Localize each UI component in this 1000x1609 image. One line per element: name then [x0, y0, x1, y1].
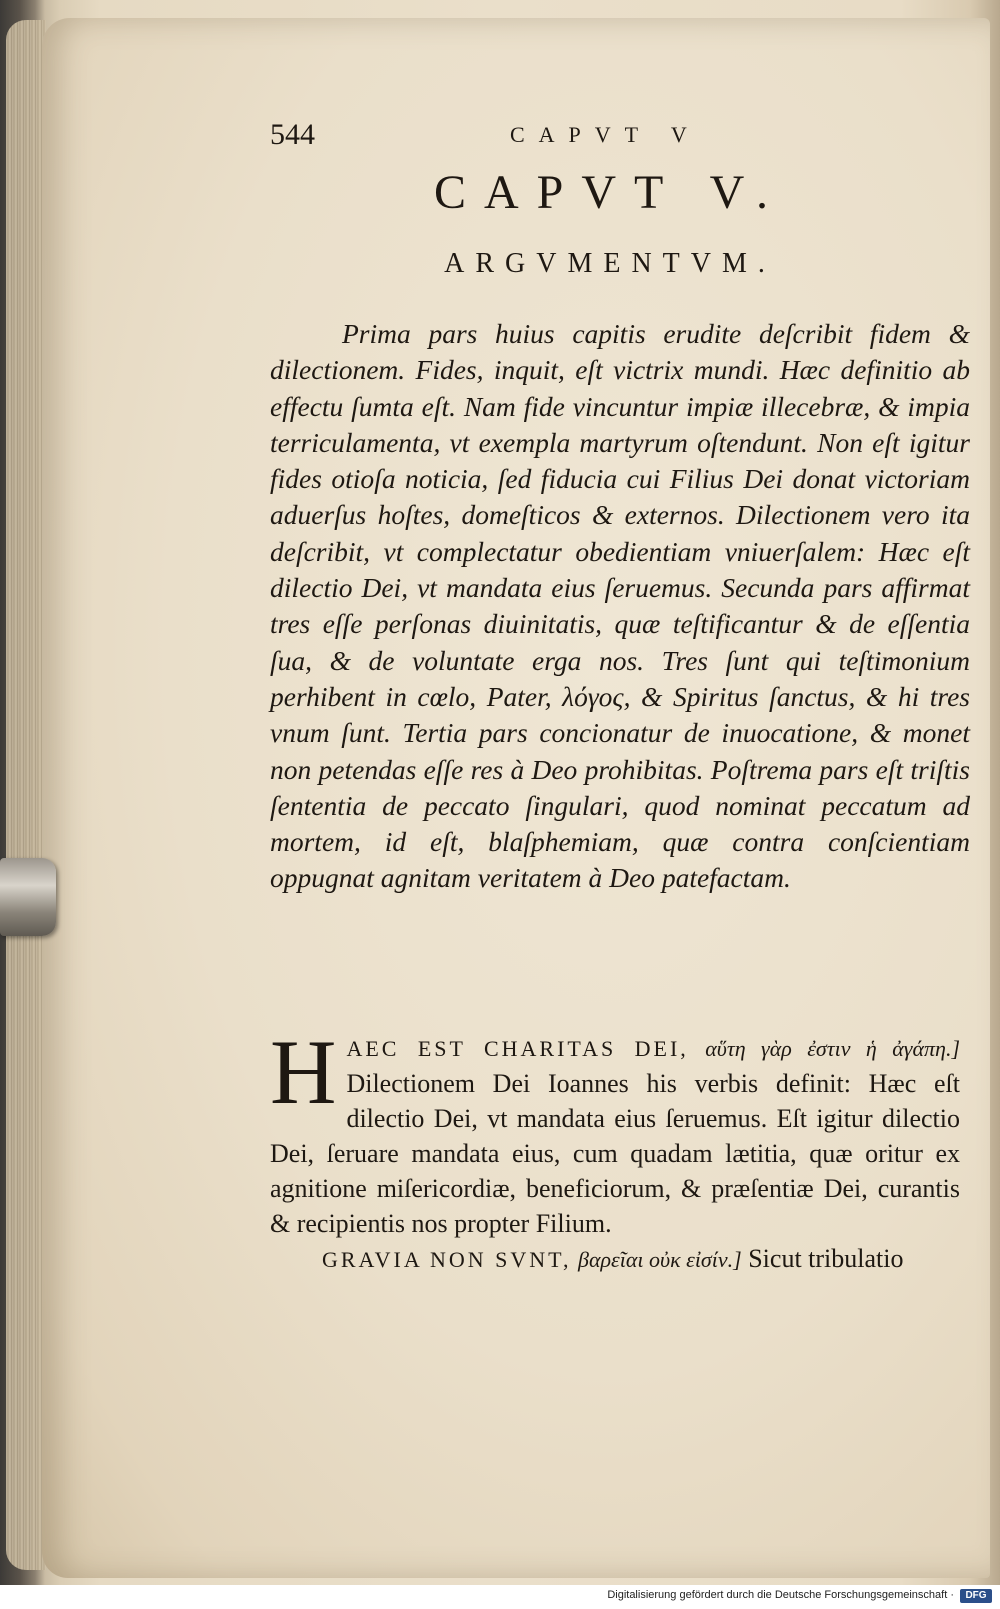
commentary-paragraph-2: [270, 1241, 960, 1277]
lemma-heading-1: AEC EST CHARITAS DEI,: [346, 1036, 689, 1061]
chapter-title: CAPVT V.: [433, 166, 787, 219]
commentary-paragraph-1: Dilectionem Dei Ioannes his verbis definit: Hæc eſt dilectio Dei, vt mandata eius ſeruemus. Eſt igitur dilectio Dei, ſeruare mandata eius, cum quadam lætitia, quæ oritur ex agnitione miſericordiæ, beneficiorum, & præſentiæ Dei, curantis & recipientis nos propter Filium.: [270, 1069, 960, 1238]
drop-cap: H: [270, 1021, 337, 1123]
lemma-heading-2: GRAVIA NON SVNT,: [322, 1247, 572, 1272]
footer-bar: [0, 1585, 1000, 1609]
commentary-section: [270, 1021, 961, 1277]
running-title: CAPVT V: [510, 122, 701, 147]
argument-heading: ARGVMENTVM.: [444, 248, 776, 279]
greek-lemma-1: αὕτη γὰρ ἐστιν ἡ ἀγάπη.]: [705, 1036, 961, 1061]
running-head: [270, 118, 950, 158]
page-number: 544: [270, 118, 315, 151]
funding-credit: Digitalisierung gefördert durch die Deutsche Forschungsgemeinschaft ·: [607, 1589, 954, 1601]
greek-lemma-2: βαρεῖαι οὐκ εἰσίν.]: [577, 1247, 742, 1272]
page-edges: [6, 20, 46, 1570]
argument-text: Prima pars huius capitis erudite deſcribit fidem & dilectionem. Fides, inquit, eſt victrix mundi. Hæc definitio ab effectu ſumta eſt. Nam fide vincuntur impiæ illecebræ, & impia terriculamenta, vt exempla martyrum oſtendunt. Non eſt igitur fides otioſa noticia, ſed fiducia cui Filius Dei donat victoriam aduerſus hoſtes, domeſticos & externos. Dilectionem vero ita deſcribit, vt complectatur obedientiam vniuerſalem: Hæc eſt dilectio Dei, vt mandata eius ſeruemus. Secunda pars affirmat tres eſſe perſonas diuinitatis, quæ teſtificantur & de eſſentia ſua, & de voluntate erga nos. Tres ſunt qui teſtimonium perhibent in cœlo, Pater, λόγος, & Spiritus ſanctus, & hi tres vnum ſunt. Tertia pars concionatur de inuocatione, & monet non petendas eſſe res à Deo prohibitas. Poſtrema pars eſt triſtis ſententia de peccato ſingulari, quod nominat peccatum ad mortem, id eſt, blaſphemiam, quæ contra conſcientiam oppugnat agnitam veritatem à Deo patefactam.: [270, 318, 970, 894]
argument-paragraph: [270, 316, 970, 897]
metal-clasp-image: [0, 858, 56, 936]
commentary-text-2: Sicut tribulatio: [748, 1244, 904, 1273]
dfg-logo: DFG: [960, 1589, 992, 1603]
